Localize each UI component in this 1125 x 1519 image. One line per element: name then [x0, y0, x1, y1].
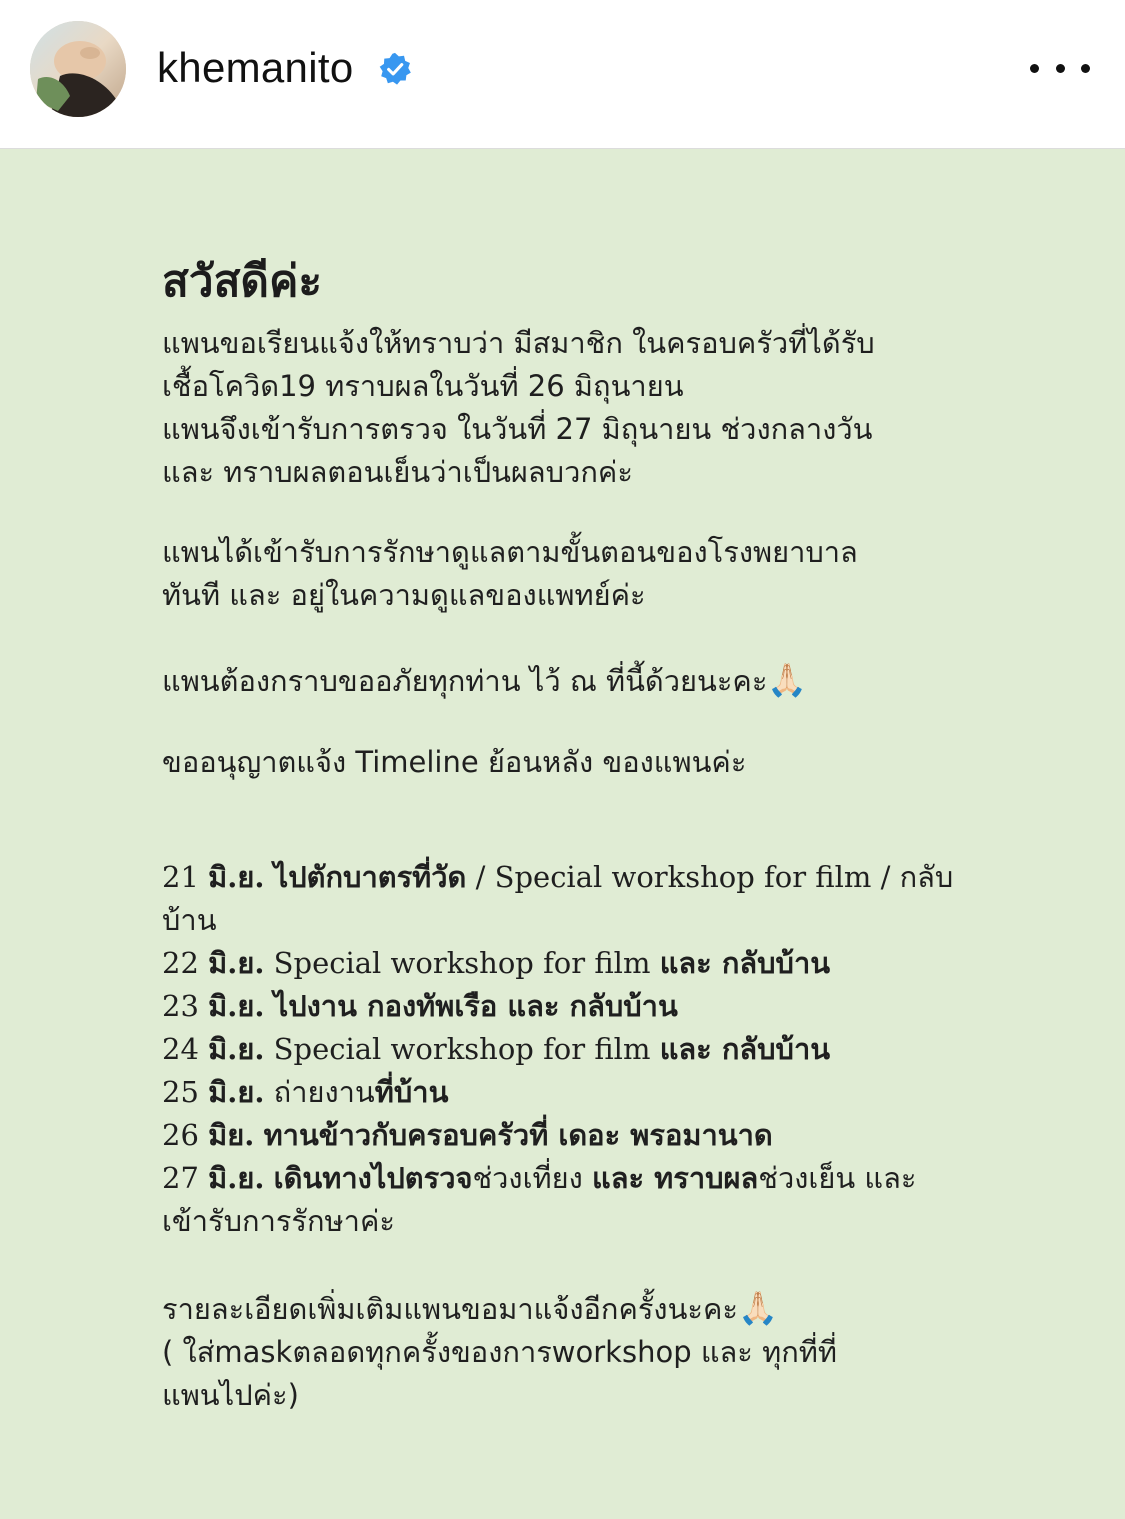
avatar-image: [30, 21, 126, 117]
care-line: ทันที และ อยู่ในความดูแลของแพทย์ค่ะ: [162, 578, 646, 612]
intro-line: แพนจึงเข้ารับการตรวจ ในวันที่ 27 มิถุนายน ช่วงกลางวัน: [162, 412, 873, 446]
post-greeting: สวัสดีค่ะ: [162, 256, 323, 307]
more-dot: [1081, 64, 1090, 73]
timeline-activity: ไปตักบาตรที่วัด: [273, 860, 467, 894]
timeline-month: มิ.ย.: [208, 1161, 265, 1195]
note-line: ( ใส่maskตลอดทุกครั้งของการworkshop และ ทุกที่ที่: [162, 1335, 838, 1369]
timeline-item-21-cont: [162, 899, 953, 942]
closing-paragraph: [162, 1287, 837, 1417]
note-line: แพนไปค่ะ): [162, 1378, 299, 1412]
intro-line: และ ทราบผลตอนเย็นว่าเป็นผลบวกค่ะ: [162, 455, 633, 489]
timeline-item-27-cont: [162, 1200, 953, 1243]
timeline-item-24: [162, 1028, 953, 1071]
username[interactable]: khemanito: [157, 44, 354, 91]
apology-line: [162, 659, 807, 703]
timeline-intro-text: ขออนุญาตแจ้ง Timeline ย้อนหลัง ของแพนค่ะ: [162, 745, 747, 779]
timeline-date: 24: [162, 1032, 199, 1066]
timeline-list: [162, 856, 953, 1243]
timeline-date: 22: [162, 946, 199, 980]
timeline-activity: บ้าน: [162, 903, 217, 937]
timeline-activity: เดินทางไปตรวจ: [273, 1161, 473, 1195]
timeline-activity: ถ่ายงาน: [273, 1075, 375, 1109]
timeline-activity: / Special workshop for film / กลับ: [475, 860, 954, 894]
more-dot: [1056, 64, 1065, 73]
timeline-date: 25: [162, 1075, 199, 1109]
timeline-activity: Special workshop for film: [273, 1032, 651, 1066]
care-line: แพนได้เข้ารับการรักษาดูแลตามขั้นตอนของโรงพยาบาล: [162, 535, 858, 569]
intro-line: แพนขอเรียนแจ้งให้ทราบว่า มีสมาชิก ในครอบครัวที่ได้รับ: [162, 326, 875, 360]
intro-paragraph: [162, 322, 875, 494]
timeline-month: มิ.ย.: [208, 860, 265, 894]
timeline-activity: และ กลับบ้าน: [659, 946, 831, 980]
more-dot: [1030, 64, 1039, 73]
timeline-intro: [162, 741, 746, 784]
timeline-item-26: [162, 1114, 953, 1157]
timeline-activity: และ: [864, 1161, 917, 1195]
timeline-date: 27: [162, 1161, 199, 1195]
timeline-activity: เข้ารับการรักษาค่ะ: [162, 1204, 395, 1238]
closing-text: รายละเอียดเพิ่มเติมแพนขอมาแจ้งอีกครั้งนะคะ: [162, 1292, 738, 1326]
avatar[interactable]: [30, 21, 126, 117]
timeline-activity: ทานข้าวกับครอบครัวที่ เดอะ พรอมานาด: [263, 1118, 773, 1152]
timeline-activity: ไปงาน กองทัพเรือ และ กลับบ้าน: [273, 989, 678, 1023]
timeline-month: มิ.ย.: [208, 1075, 265, 1109]
care-paragraph: [162, 531, 858, 617]
timeline-activity: ช่วงเที่ยง: [472, 1161, 583, 1195]
timeline-item-21: [162, 856, 953, 899]
verified-badge-icon: [378, 52, 412, 86]
timeline-activity: และ ทราบผล: [592, 1161, 759, 1195]
post-header: [0, 0, 1125, 149]
timeline-month: มิ.ย.: [208, 989, 265, 1023]
timeline-activity: ที่บ้าน: [374, 1075, 449, 1109]
praying-hands-icon: 🙏🏻: [737, 1289, 778, 1327]
apology-text: แพนต้องกราบขออภัยทุกท่าน ไว้ ณ ที่นี้ด้วยนะคะ: [162, 664, 768, 698]
timeline-date: 23: [162, 989, 199, 1023]
intro-line: เชื้อโควิด19 ทราบผลในวันที่ 26 มิถุนายน: [162, 369, 684, 403]
timeline-item-27: [162, 1157, 953, 1200]
timeline-activity: Special workshop for film: [273, 946, 651, 980]
timeline-date: 26: [162, 1118, 199, 1152]
timeline-item-22: [162, 942, 953, 985]
timeline-month: มิย.: [208, 1118, 255, 1152]
more-options-button[interactable]: [1030, 50, 1090, 86]
timeline-date: 21: [162, 860, 199, 894]
praying-hands-icon: 🙏🏻: [767, 661, 808, 699]
timeline-activity: และ กลับบ้าน: [659, 1032, 831, 1066]
timeline-item-23: [162, 985, 953, 1028]
timeline-activity: ช่วงเย็น: [758, 1161, 856, 1195]
timeline-month: มิ.ย.: [208, 1032, 265, 1066]
timeline-month: มิ.ย.: [208, 946, 265, 980]
timeline-item-25: [162, 1071, 953, 1114]
